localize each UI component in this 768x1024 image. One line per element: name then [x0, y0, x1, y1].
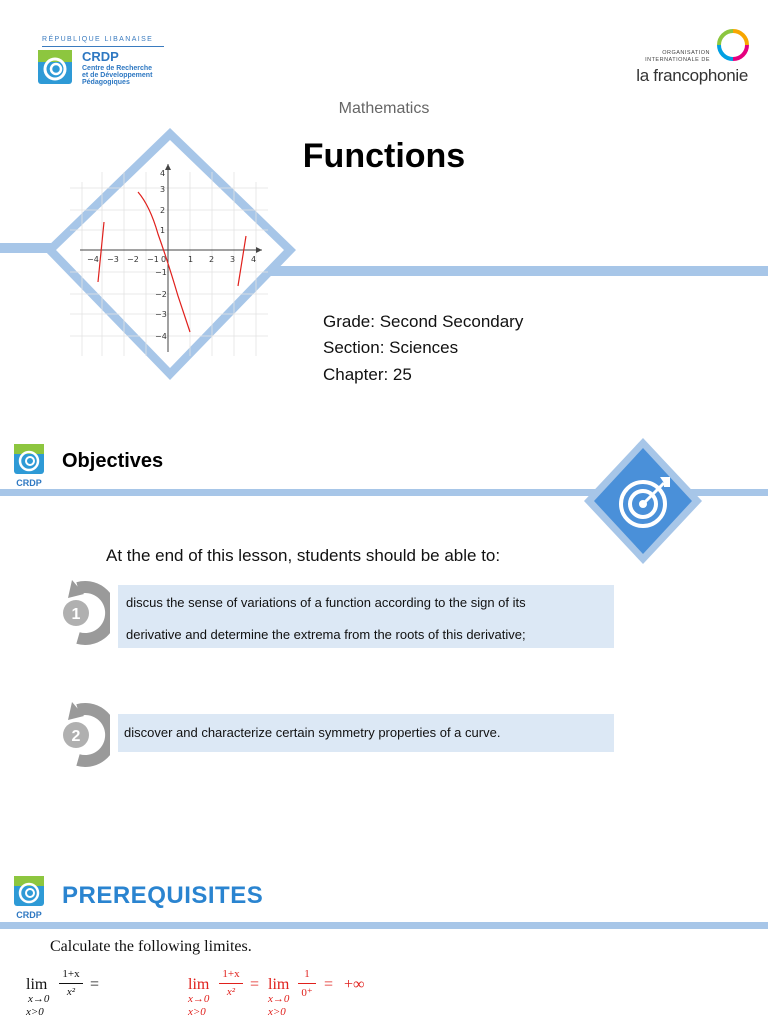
lim-subscript: x→0 — [188, 993, 210, 1005]
target-diamond — [584, 438, 702, 564]
page-title: Functions — [302, 137, 466, 175]
lim-condition: x>0 — [268, 1006, 286, 1018]
lim-condition: x>0 — [188, 1006, 206, 1018]
lim-operator: lim — [268, 976, 290, 993]
subject-label: Mathematics — [338, 100, 430, 117]
x-tick-label: 3 — [230, 255, 236, 264]
francophonie-org: ORGANISATION — [662, 50, 710, 56]
right-band — [262, 266, 768, 276]
y-tick-label: −1 — [155, 268, 167, 277]
fraction-denominator: 0⁺ — [301, 987, 313, 999]
prerequisites-band — [0, 922, 768, 929]
fraction-numerator: 1+x — [62, 968, 80, 980]
objective-text-line: discus the sense of variations of a function according to the sign of its — [126, 595, 526, 610]
prerequisites-lead: Calculate the following limites. — [50, 938, 252, 955]
lim-condition: x>0 — [26, 1006, 44, 1018]
fraction-denominator: x² — [226, 986, 236, 998]
francophonie-name: la francophonie — [636, 66, 748, 85]
x-tick-label: 2 — [209, 255, 215, 264]
crdp-rule — [42, 46, 164, 47]
x-tick-label: −2 — [127, 255, 139, 264]
objective-text-line: discover and characterize certain symmetry properties of a curve. — [124, 725, 501, 740]
fraction-bar — [59, 983, 83, 984]
y-tick-label: 4 — [160, 169, 166, 178]
crdp-name: CRDP — [82, 49, 119, 64]
fraction-denominator: x² — [66, 986, 76, 998]
y-tick-label: −2 — [155, 290, 167, 299]
objectives-title: Objectives — [62, 450, 164, 472]
lim-subscript: x→0 — [268, 993, 290, 1005]
fraction-numerator: 1+x — [222, 968, 240, 980]
crdp-line-2: et de Développement — [82, 72, 153, 79]
equals-sign: = — [90, 976, 100, 993]
francophonie-ring-icon — [716, 28, 750, 62]
lim-operator: lim — [188, 976, 210, 993]
number-arrow-2 — [58, 702, 110, 768]
fraction-bar — [219, 983, 243, 984]
y-tick-label: 2 — [160, 206, 166, 215]
x-tick-label: −4 — [87, 255, 99, 264]
objective-number: 2 — [71, 728, 81, 745]
section-label: Section: Sciences — [323, 338, 459, 357]
lim-operator: lim — [26, 976, 48, 993]
y-tick-label: 3 — [160, 185, 166, 194]
x-tick-label: 0 — [161, 255, 167, 264]
crdp-section-icon — [12, 444, 46, 490]
grade-label: Grade: Second Secondary — [323, 312, 524, 331]
chapter-label: Chapter: 25 — [323, 365, 412, 384]
crdp-spiral-icon — [38, 50, 72, 84]
crdp-section-label: CRDP — [16, 910, 42, 920]
equals-sign: = — [324, 976, 334, 993]
crdp-logo — [38, 36, 173, 88]
crdp-country: RÉPUBLIQUE LIBANAISE — [42, 36, 154, 43]
graph-diamond — [0, 126, 300, 390]
prerequisites-title: PREREQUISITES — [62, 882, 264, 909]
objectives-intro: At the end of this lesson, students should be able to: — [106, 546, 501, 565]
number-arrow-1 — [58, 580, 110, 646]
crdp-line-3: Pédagogiques — [82, 79, 130, 86]
francophonie-logo — [608, 28, 752, 84]
francophonie-intl: INTERNATIONALE DE — [645, 57, 710, 63]
x-tick-label: −3 — [107, 255, 119, 264]
equals-sign: = — [250, 976, 260, 993]
limit-result: +∞ — [344, 976, 365, 993]
crdp-line-1: Centre de Recherche — [82, 65, 153, 72]
y-tick-label: 1 — [160, 226, 166, 235]
lim-subscript: x→0 — [28, 993, 50, 1005]
crdp-section-label: CRDP — [16, 478, 42, 488]
crdp-section-icon — [12, 876, 46, 922]
fraction-numerator: 1 — [304, 968, 310, 980]
fraction-bar — [298, 983, 316, 984]
x-tick-label: −1 — [147, 255, 159, 264]
x-tick-label: 1 — [188, 255, 194, 264]
objective-item-1 — [118, 585, 614, 648]
objective-item-2 — [118, 714, 614, 752]
x-tick-label: 4 — [251, 255, 257, 264]
y-tick-label: −3 — [155, 310, 167, 319]
objective-text-line: derivative and determine the extrema from the roots of this derivative; — [126, 627, 526, 642]
objective-number: 1 — [71, 606, 81, 623]
y-tick-label: −4 — [155, 332, 167, 341]
